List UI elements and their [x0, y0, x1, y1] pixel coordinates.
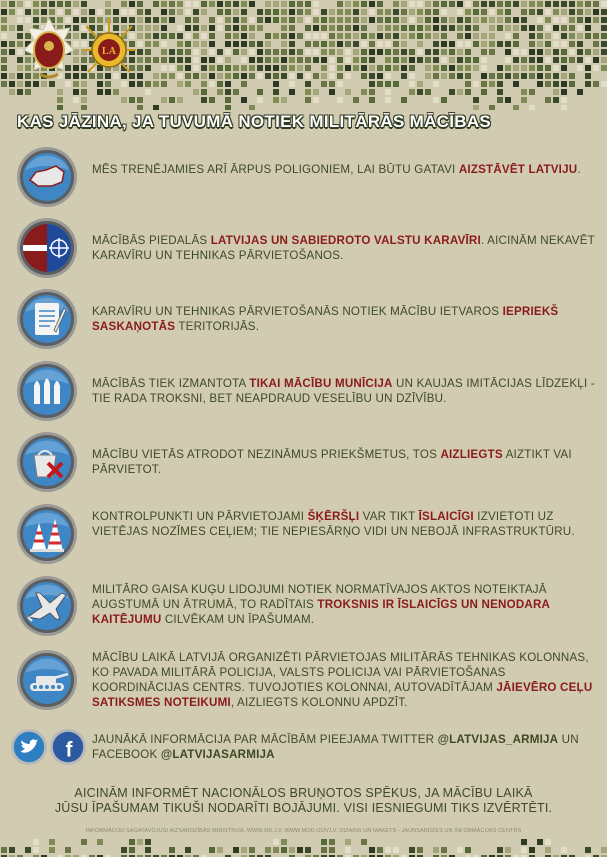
text-segment: VAR TIKT [359, 510, 419, 523]
list-item-text [92, 376, 599, 406]
highlighted-text: AIZLIEGTS [440, 448, 503, 461]
social-media-section [14, 728, 599, 768]
highlighted-text: LATVIJAS UN SABIEDROTO VALSTU KARAVĪRI [210, 234, 481, 247]
list-item-text [92, 304, 599, 334]
text-segment: MĒS TRENĒJAMIES ARĪ ĀRPUS POLIGONIEM, LAI BŪTU GATAVI [92, 163, 459, 176]
text-segment: MĀCĪBĀS PIEDALĀS [92, 234, 211, 247]
traffic-cones-icon [16, 503, 78, 565]
camouflage-pixel-footer [0, 838, 607, 857]
facebook-icon[interactable] [49, 728, 87, 766]
text-segment: MILITĀRO GAISA KUĢU LIDOJUMI NOTIEK NORMATĪVAJOS AKTOS NOTEIKTAJĀ AUGSTUMĀ UN ĀTRUMĀ, TO RADĪTAIS [92, 583, 547, 611]
page-title: KAS JĀZINA, JA TUVUMĀ NOTIEK MILITĀRĀS MĀCĪBAS [17, 112, 492, 131]
list-item [14, 503, 599, 569]
text-segment: MĀCĪBU LAIKĀ LATVIJĀ ORGANIZĒTI PĀRVIETOJAS MILITĀRĀS TEHNIKAS KOLONNAS, KO PAVADA MILITĀRĀ POLICIJA, VALSTS POLICIJA VAI PĀRVIETOŠANAS KOORDINĀCIJAS CENTRS. TUVOJOTIES KOLONNAI, AUTOVADĪTĀJAM [92, 651, 589, 694]
flags-icon [16, 217, 78, 279]
text-segment: KONTROLPUNKTI UN PĀRVIETOJAMI [92, 510, 308, 523]
map-icon [16, 146, 78, 208]
highlighted-text: TIKAI MĀCĪBU MUNĪCIJA [249, 377, 393, 390]
highlighted-text: TROKSNIS IR ĪSLAICĪGS UN NENODARA KAITĒJUMU [92, 598, 550, 626]
highlighted-text: JĀIEVĒRO CEĻU SATIKSMES NOTEIKUMI [92, 681, 593, 709]
text-segment: MĀCĪBU VIETĀS ATRODOT NEZINĀMUS PRIEKŠMETUS, TOS [92, 448, 441, 461]
credit-text: INFORMĀCIJU SAGATAVOJUSI AIZSARDZĪBAS MINISTRIJA, WWW.MIL.LV, WWW.MOD.GOV.LV, DIZAINS UN MAKETS - JAUNSARDZES UN INFORMĀCIJAS CENTRS [85, 828, 522, 834]
highlighted-text: ŠĶĒRŠĻI [307, 510, 360, 523]
text-segment: KARAVĪRU UN TEHNIKAS PĀRVIETOŠANĀS NOTIEK MĀCĪBU IETVAROS [92, 305, 503, 318]
appeal-line-1: AICINĀM INFORMĒT NACIONĀLOS BRUŅOTOS SPĒKUS, JA MĀCĪBU LAIKĀ [74, 786, 533, 800]
text-segment: UN FACEBOOK [92, 733, 579, 761]
social-handle-link[interactable]: @LATVIJAS_ARMIJA [437, 733, 559, 746]
text-segment: . [577, 163, 581, 176]
appeal-text [0, 786, 607, 816]
jet-icon [16, 575, 78, 637]
highlighted-text: AIZSTĀVĒT LATVIJU [458, 163, 578, 176]
list-item-text [92, 650, 599, 710]
social-handle-link[interactable]: @LATVIJASARMIJA [160, 748, 275, 761]
text-segment: UN KAUJAS IMITĀCIJAS LĪDZEKĻI - TIE RADA TROKSNI, BET NEAPDRAUD VESELĪBU UN DZĪVĪBU. [92, 377, 595, 405]
text-segment: CILVĒKAM UN ĪPAŠUMAM. [161, 613, 315, 626]
text-segment: TERITORIJĀS. [175, 320, 260, 333]
text-segment: MĀCĪBĀS TIEK IZMANTOTA [92, 377, 250, 390]
list-item-text [92, 162, 599, 177]
text-segment: AIZTIKT VAI PĀRVIETOT. [92, 448, 572, 476]
svg-text:LA: LA [102, 46, 116, 57]
highlighted-text: IEPRIEKŠ SASKAŅOTĀS [92, 305, 559, 333]
document-icon [16, 288, 78, 350]
social-text [92, 732, 599, 762]
list-item [14, 288, 599, 354]
twitter-icon[interactable] [10, 728, 48, 766]
list-item [14, 146, 599, 212]
highlighted-text: ĪSLAICĪGI [418, 510, 474, 523]
svg-text:f: f [65, 738, 73, 762]
text-segment: JAUNĀKĀ INFORMĀCIJA PAR MĀCĪBĀM PIEEJAMA TWITTER [92, 733, 438, 746]
appeal-line-2: JŪSU ĪPAŠUMAM TIKUŠI NODARĪTI BOJĀJUMI. VISI IESNIEGUMI TIKS IZVĒRTĒTI. [54, 801, 553, 815]
ammunition-icon [16, 360, 78, 422]
text-segment: IZVIETOTI UZ VIETĒJAS NOZĪMES CEĻIEM; TIE NEPIESĀRŅO VIDI UN NEBOJĀ INFRASTRUKTŪRU. [92, 510, 575, 538]
text-segment: . AICINĀM NEKAVĒT KARAVĪRU UN TEHNIKAS PĀRVIETOŠANOS. [92, 234, 595, 262]
ministry-emblem-icon [80, 14, 138, 84]
list-item [14, 217, 599, 283]
list-item [14, 649, 599, 715]
list-item-text [92, 509, 599, 539]
list-item-text [92, 447, 599, 477]
text-segment: , AIZLIEGTS KOLONNU APDZĪT. [230, 696, 408, 709]
nbs-emblem-icon [20, 14, 78, 84]
list-item [14, 575, 599, 641]
list-item-text [92, 582, 599, 627]
forbidden-object-icon [16, 431, 78, 493]
list-item [14, 360, 599, 426]
list-item-text [92, 233, 599, 263]
tank-icon [16, 649, 78, 711]
list-item [14, 431, 599, 497]
